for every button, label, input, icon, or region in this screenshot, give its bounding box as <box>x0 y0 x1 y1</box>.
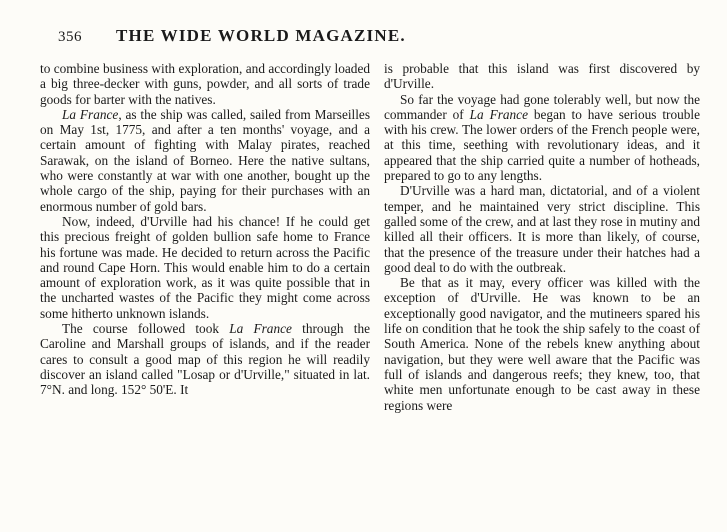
paragraph-text: to combine business with exploration, and accordingly loaded a big three-decker with guns, powder, and all sorts of trade goods for barter with the natives. <box>40 61 370 107</box>
ship-name: La France <box>229 321 292 337</box>
paragraph-text: D'Urville was a hard man, dictatorial, and of a violent temper, and he maintained very strict discipline. This galled some of the crew, and at last they rose in mutiny and killed all their officers. It is more than likely, of course, that the presence of the treasure under their hatches had a good deal to do with the outbreak. <box>384 183 700 275</box>
paragraph-text: Be that as it may, every officer was killed with the exception of d'Urville. He was known to be an exceptionally good navigator, and the mutineers spared his life on condition that he took the ship safely to the coast of South America. None of the rebels knew anything about navigation, but they were well aware that the Pacific was full of islands and dangerous reefs; they knew, too, that white men unfortunate enough to be cast away in these regions were <box>384 275 700 413</box>
paragraph-text: So far the voyage had gone tolerably well, but now the commander of <box>384 91 700 122</box>
paragraph <box>40 214 370 321</box>
paragraph-text: is probable that this island was first discovered by d'Urville. <box>384 61 700 92</box>
paragraph-text: , as the ship was called, sailed from Marseilles on May 1st, 1775, and after a ten months' voyage, and a certain amount of fighting with Malay pirates, reached Sarawak, on the island of Borneo. Here the native sultans, who were constantly at war with one another, bought up the whole cargo of the ship, paying for their purchases with an enormous number of gold bars. <box>40 106 371 214</box>
paragraph <box>384 61 700 92</box>
ship-name: La France <box>469 106 528 122</box>
paragraph <box>384 92 700 184</box>
paragraph <box>40 107 370 214</box>
left-column <box>40 61 370 398</box>
page-header <box>58 26 658 48</box>
paragraph <box>40 61 370 107</box>
paragraph <box>384 183 700 275</box>
paragraph <box>40 321 370 397</box>
page-number: 356 <box>58 29 82 45</box>
paragraph <box>384 275 700 413</box>
paragraph-text: through the Caroline and Marshall groups of islands, and if the reader cares to consult a good map of this region he will readily discover an island called "Losap or d'Urville," situated in lat. 7°N. and long. 152° 50'E. It <box>40 321 371 398</box>
magazine-title: THE WIDE WORLD MAGAZINE. <box>116 26 406 45</box>
paragraph-text: began to have serious trouble with his crew. The lower orders of the French people were, at this time, seething with revolutionary ideas, and it appeared that the ship carried quite a number of hotheads, prepared to go to any lengths. <box>384 106 700 184</box>
paragraph-text: Now, indeed, d'Urville had his chance! If he could get this precious freight of golden bullion safe home to France his fortune was made. He decided to return across the Pacific and round Cape Horn. This would enable him to do a certain amount of exploration work, as it was quite possible that in the uncharted wastes of the Pacific they might come across some hitherto unknown islands. <box>40 213 370 321</box>
paragraph-text: The course followed took <box>62 321 230 337</box>
ship-name: La France <box>62 106 119 122</box>
right-column <box>384 61 700 413</box>
